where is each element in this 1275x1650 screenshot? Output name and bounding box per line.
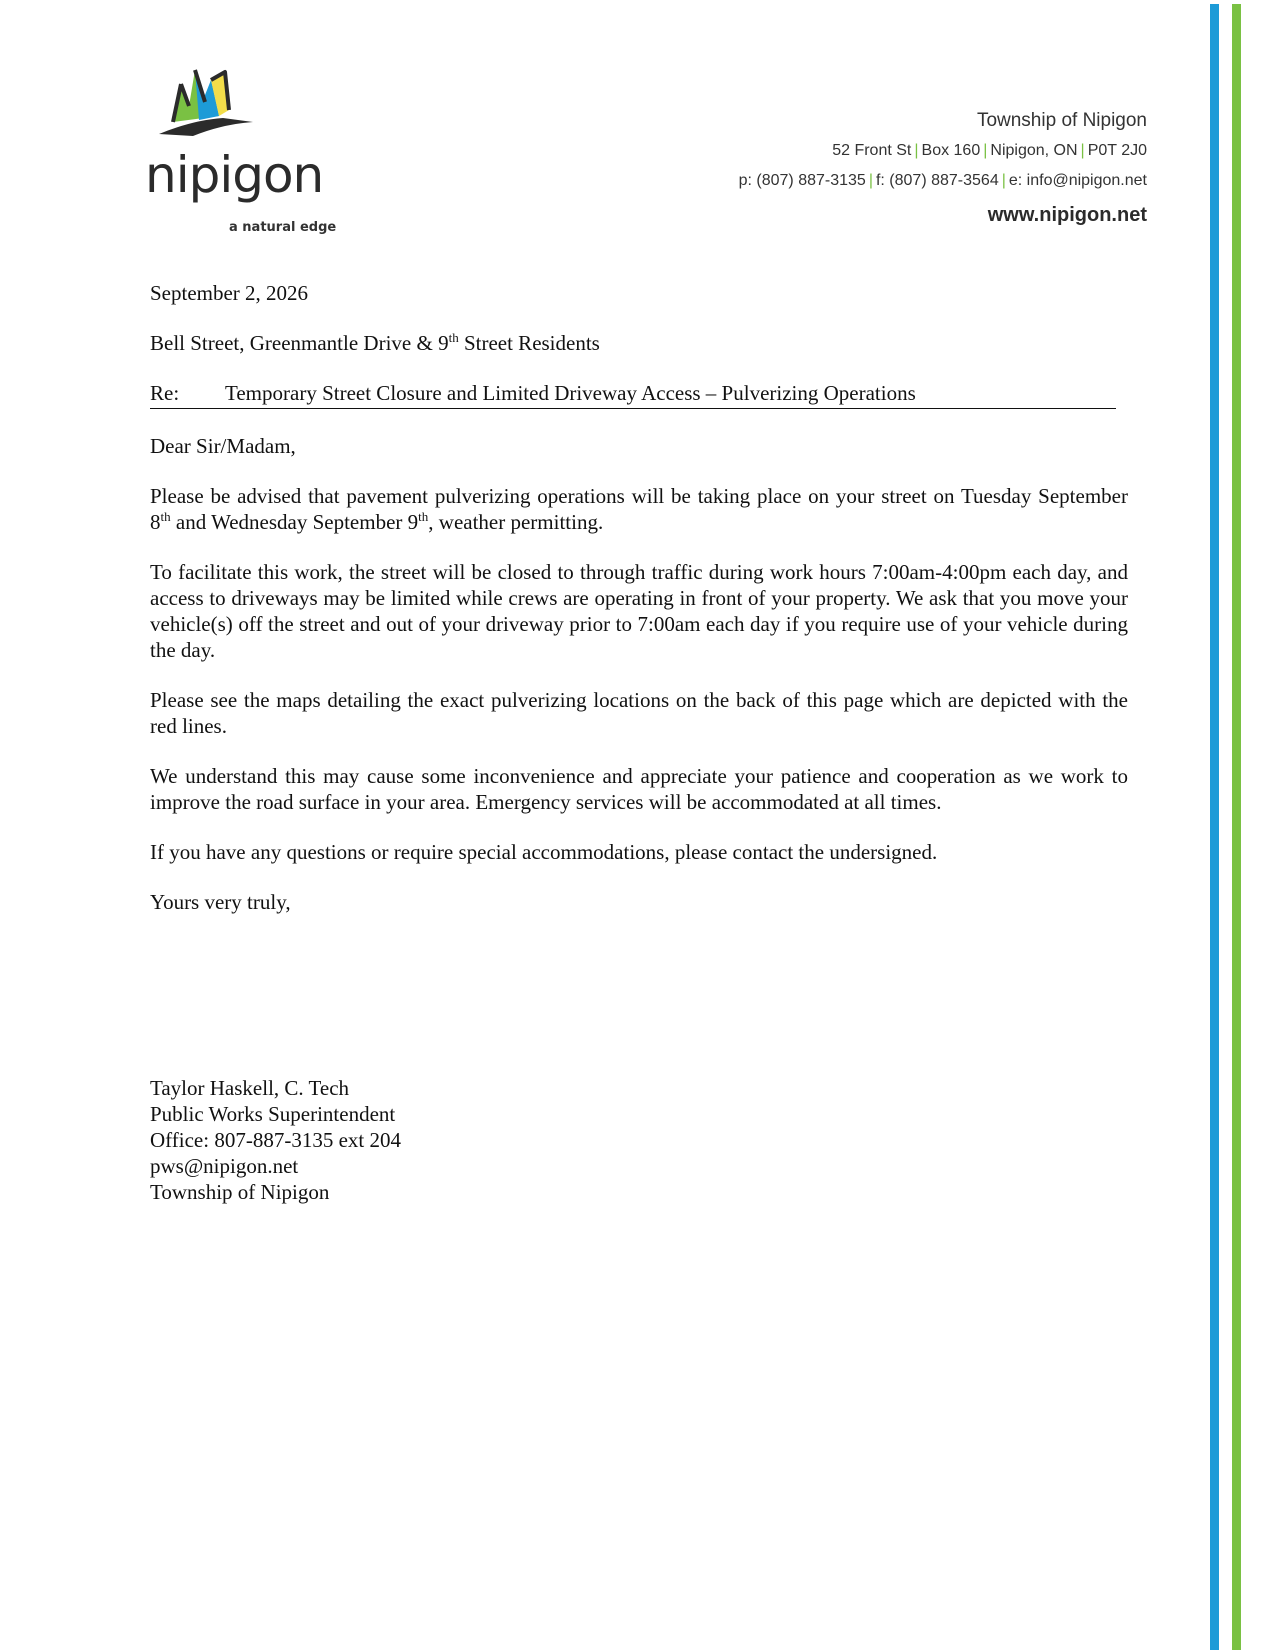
postal-code: P0T 2J0 xyxy=(1087,142,1147,159)
re-subject: Temporary Street Closure and Limited Driveway Access – Pulverizing Operations xyxy=(225,381,916,405)
phone-number: p: (807) 887-3135 xyxy=(738,172,866,189)
signature-block xyxy=(150,1075,401,1205)
letter-body xyxy=(150,280,1128,915)
signer-email[interactable]: pws@nipigon.net xyxy=(150,1154,299,1178)
signer-office: Office: 807-887-3135 ext 204 xyxy=(150,1128,401,1152)
logo-wordmark: nipigon xyxy=(145,146,324,204)
paragraph-contact: If you have any questions or require special accommodations, please contact the undersigned. xyxy=(150,840,938,864)
letterhead-contact xyxy=(739,110,1147,227)
signer-title: Public Works Superintendent xyxy=(150,1102,396,1126)
website-link[interactable]: www.nipigon.net xyxy=(987,204,1147,226)
org-name: Township of Nipigon xyxy=(976,110,1147,131)
address-line: 52 Front St | Box 160 | Nipigon, ON | P0T 2J0 xyxy=(832,142,1147,159)
signer-org: Township of Nipigon xyxy=(150,1180,330,1204)
subject-line xyxy=(150,380,1116,409)
salutation: Dear Sir/Madam, xyxy=(150,434,296,458)
phone-line: p: (807) 887-3135 | f: (807) 887-3564 | e: info@nipigon.net xyxy=(738,172,1147,189)
nipigon-logo xyxy=(145,62,345,240)
green-stripe xyxy=(1232,4,1241,1650)
street-address: 52 Front St xyxy=(832,142,912,159)
po-box: Box 160 xyxy=(921,142,981,159)
fax-number: f: (807) 887-3564 xyxy=(875,172,999,189)
mountain-logo-icon xyxy=(153,62,263,144)
paragraph-maps: Please see the maps detailing the exact pulverizing locations on the back of this page which are depicted with the red lines. xyxy=(150,688,1128,738)
recipient-line: Bell Street, Greenmantle Drive & 9th Street Residents xyxy=(150,330,600,355)
contact-email: e: info@nipigon.net xyxy=(1008,172,1147,189)
logo-tagline: a natural edge xyxy=(229,220,337,235)
paragraph-apology: We understand this may cause some inconvenience and appreciate your patience and cooperation as we work to improve the road surface in your area. Emergency services will be accommodated at all times. xyxy=(150,764,1128,814)
re-label: Re: xyxy=(150,381,180,405)
closing: Yours very truly, xyxy=(150,890,291,914)
paragraph-closure: To facilitate this work, the street will be closed to through traffic during work hours 7:00am-4:00pm each day, and access to driveways may be limited while crews are operating in front of your property. We ask that you move your vehicle(s) off the street and out of your driveway prior to 7:00am each day if you require use of your vehicle during the day. xyxy=(150,560,1128,662)
signer-name: Taylor Haskell, C. Tech xyxy=(150,1076,350,1100)
letter-date: September 2, 2026 xyxy=(150,281,309,305)
city: Nipigon, ON xyxy=(990,142,1078,159)
paragraph-schedule: Please be advised that pavement pulverizing operations will be taking place on your street on Tuesday September 8th and Wednesday September 9th, weather permitting. xyxy=(150,484,1128,534)
blue-stripe xyxy=(1210,4,1219,1650)
